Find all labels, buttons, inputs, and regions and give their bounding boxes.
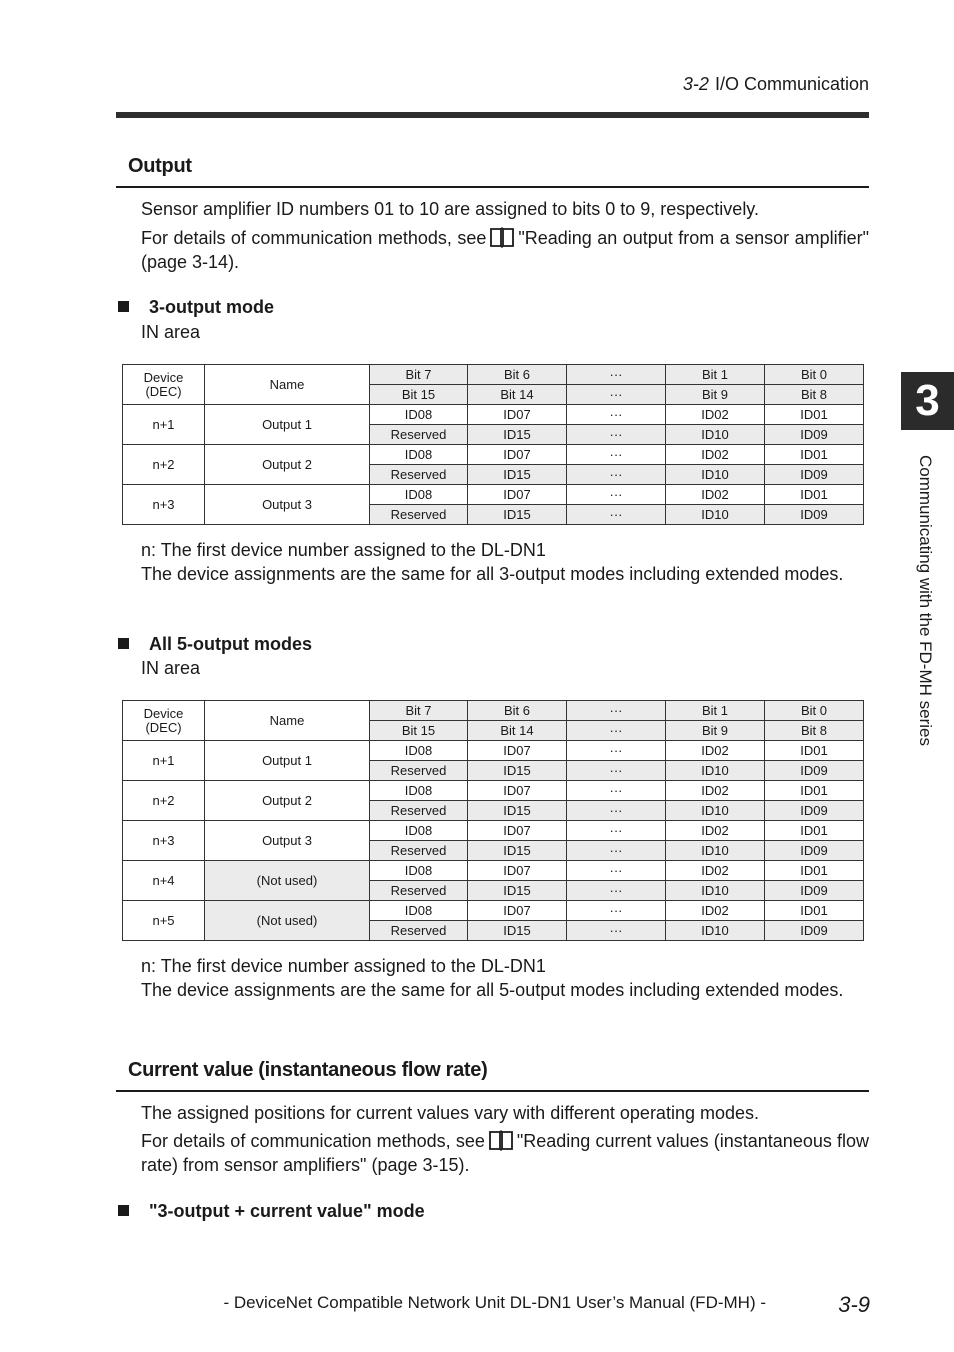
header-device-cell: Device (DEC) [123,701,205,741]
bit-cell: ID07 [468,901,567,921]
current-para-2 [141,1129,869,1177]
header-divider [116,112,869,118]
header-section-title: I/O Communication [714,74,869,94]
bit-cell: ID08 [370,781,468,801]
name-cell: Output 2 [205,445,370,485]
header-bit-cell: ··· [567,385,666,405]
header-device-cell: Device (DEC) [123,365,205,405]
output-para-2-lead: For details of communication methods, see [141,228,487,248]
current-para-2-lead: For details of communication methods, see [141,1131,485,1151]
output-section-title: Output [128,155,192,177]
mode3-heading-text: 3-output mode [149,297,274,317]
table-row [123,781,864,801]
header-bit-cell: Bit 7 [370,365,468,385]
bit-cell: ID07 [468,861,567,881]
bit-cell: Reserved [370,761,468,781]
bit-cell: ID08 [370,861,468,881]
bit-cell: ··· [567,465,666,485]
current-mode-heading-text: "3-output + current value" mode [149,1201,425,1221]
header-bit-cell: Bit 6 [468,701,567,721]
header-bit-cell: Bit 14 [468,721,567,741]
bit-cell: Reserved [370,505,468,525]
chapter-side-title: Communicating with the FD-MH series [916,455,935,746]
header-bit-cell: Bit 1 [666,365,765,385]
table-header-row [123,365,864,385]
bit-cell: ID09 [765,881,864,901]
bit-cell: ID15 [468,801,567,821]
bit-cell: ID02 [666,485,765,505]
bit-cell: Reserved [370,801,468,821]
bit-cell: ··· [567,901,666,921]
current-para-2-ref: "Reading current values (instantaneous flow rate) from sensor amplifiers" (page 3-15). [141,1131,869,1175]
device-cell: n+3 [123,485,205,525]
output-para-1: Sensor amplifier ID numbers 01 to 10 are assigned to bits 0 to 9, respectively. [141,199,759,219]
square-bullet-icon [118,638,129,649]
bit-cell: ID10 [666,465,765,485]
header-bit-cell: Bit 1 [666,701,765,721]
bit-cell: Reserved [370,841,468,861]
bit-cell: ID10 [666,921,765,941]
mode3-note-1: n: The first device number assigned to the DL-DN1 [141,540,546,560]
bit-cell: ID08 [370,741,468,761]
bit-cell: ID07 [468,445,567,465]
header-bit-cell: Bit 9 [666,721,765,741]
bit-cell: ··· [567,821,666,841]
device-cell: n+1 [123,405,205,445]
bit-cell: ID15 [468,841,567,861]
bit-cell: ··· [567,841,666,861]
bit-cell: ID10 [666,841,765,861]
mode5-note-1: n: The first device number assigned to the DL-DN1 [141,956,546,976]
header-bit-cell: Bit 6 [468,365,567,385]
table-row [123,821,864,841]
name-cell: (Not used) [205,901,370,941]
bit-cell: ID09 [765,425,864,445]
bit-cell: ID08 [370,821,468,841]
bit-cell: Reserved [370,921,468,941]
mode5-note-2: The device assignments are the same for all 5-output modes including extended modes. [141,980,844,1000]
running-header [540,74,869,95]
bit-cell: ··· [567,405,666,425]
header-bit-cell: Bit 8 [765,385,864,405]
output-para-2 [141,226,869,274]
bit-cell: ID15 [468,425,567,445]
bit-cell: ID15 [468,505,567,525]
mode3-heading [118,297,274,318]
bit-cell: ID07 [468,485,567,505]
current-para-1: The assigned positions for current values vary with different operating modes. [141,1103,759,1123]
bit-cell: ID07 [468,405,567,425]
device-cell: n+2 [123,781,205,821]
bit-cell: ··· [567,485,666,505]
book-icon [488,1129,514,1151]
device-cell: n+1 [123,741,205,781]
table-row [123,485,864,505]
bit-cell: ··· [567,781,666,801]
bit-cell: ID02 [666,445,765,465]
bit-cell: ID10 [666,425,765,445]
output-section-rule [116,186,869,188]
bit-cell: ID10 [666,761,765,781]
bit-cell: ID09 [765,841,864,861]
bit-cell: ID01 [765,861,864,881]
bit-cell: ID07 [468,821,567,841]
bit-cell: ··· [567,881,666,901]
header-bit-cell: Bit 15 [370,721,468,741]
square-bullet-icon [118,301,129,312]
square-bullet-icon [118,1205,129,1216]
bit-cell: ID02 [666,741,765,761]
table-row [123,741,864,761]
page-number: 3-9 [838,1292,870,1317]
name-cell: Output 1 [205,741,370,781]
device-cell: n+5 [123,901,205,941]
header-bit-cell: Bit 8 [765,721,864,741]
header-bit-cell: Bit 15 [370,385,468,405]
header-bit-cell: Bit 0 [765,365,864,385]
current-section-rule [116,1090,869,1092]
bit-cell: ID01 [765,781,864,801]
bit-cell: ID02 [666,861,765,881]
mode3-area-label: IN area [141,322,201,342]
bit-cell: ··· [567,761,666,781]
bit-cell: Reserved [370,425,468,445]
bit-cell: ID15 [468,881,567,901]
book-icon [489,226,515,248]
bit-cell: ID09 [765,801,864,821]
header-name-cell: Name [205,365,370,405]
header-name-cell: Name [205,701,370,741]
bit-cell: ID01 [765,901,864,921]
bit-cell: ··· [567,861,666,881]
bit-cell: ID02 [666,821,765,841]
name-cell: Output 2 [205,781,370,821]
bit-cell: Reserved [370,465,468,485]
bit-cell: ID02 [666,405,765,425]
header-bit-cell: Bit 7 [370,701,468,721]
bit-cell: ID09 [765,505,864,525]
bit-cell: ID01 [765,485,864,505]
bit-cell: ID07 [468,741,567,761]
bit-cell: ID01 [765,741,864,761]
header-section-number: 3-2 [682,74,709,94]
bit-cell: ID10 [666,505,765,525]
bit-cell: ID08 [370,485,468,505]
header-bit-cell: Bit 9 [666,385,765,405]
device-cell: n+3 [123,821,205,861]
header-bit-cell: ··· [567,701,666,721]
header-bit-cell: ··· [567,721,666,741]
bit-cell: ··· [567,445,666,465]
footer-manual-title: - DeviceNet Compatible Network Unit DL-DN1 User’s Manual (FD-MH) - [223,1293,766,1312]
name-cell: Output 3 [205,485,370,525]
bit-cell: Reserved [370,881,468,901]
table-row [123,861,864,881]
bit-cell: ID08 [370,901,468,921]
current-section-title: Current value (instantaneous flow rate) [128,1059,488,1081]
output-para-2-ref: "Reading an output from a sensor amplifier" (page 3-14). [141,228,869,272]
table-row [123,445,864,465]
bit-cell: ID08 [370,405,468,425]
bit-cell: ID01 [765,445,864,465]
mode3-assignment-table [122,364,864,525]
current-mode-heading [118,1201,425,1222]
header-bit-cell: Bit 14 [468,385,567,405]
device-cell: n+4 [123,861,205,901]
bit-cell: ID09 [765,921,864,941]
mode5-area-label: IN area [141,658,201,678]
name-cell: Output 1 [205,405,370,445]
table-row [123,901,864,921]
bit-cell: ID10 [666,881,765,901]
bit-cell: ID01 [765,405,864,425]
bit-cell: ID15 [468,921,567,941]
bit-cell: ID10 [666,801,765,821]
table-row [123,405,864,425]
table-header-row [123,701,864,721]
bit-cell: ID07 [468,781,567,801]
mode5-heading [118,634,312,655]
mode3-note-2: The device assignments are the same for all 3-output modes including extended modes. [141,564,844,584]
bit-cell: ID02 [666,901,765,921]
bit-cell: ID02 [666,781,765,801]
bit-cell: ID15 [468,761,567,781]
name-cell: (Not used) [205,861,370,901]
device-cell: n+2 [123,445,205,485]
bit-cell: ID09 [765,761,864,781]
mode5-heading-text: All 5-output modes [149,634,312,654]
header-bit-cell: ··· [567,365,666,385]
bit-cell: ID01 [765,821,864,841]
bit-cell: ··· [567,505,666,525]
bit-cell: ID15 [468,465,567,485]
bit-cell: ··· [567,425,666,445]
name-cell: Output 3 [205,821,370,861]
bit-cell: ··· [567,741,666,761]
bit-cell: ··· [567,921,666,941]
chapter-tab: 3 [901,372,954,430]
bit-cell: ··· [567,801,666,821]
mode5-assignment-table [122,700,864,941]
bit-cell: ID08 [370,445,468,465]
bit-cell: ID09 [765,465,864,485]
header-bit-cell: Bit 0 [765,701,864,721]
